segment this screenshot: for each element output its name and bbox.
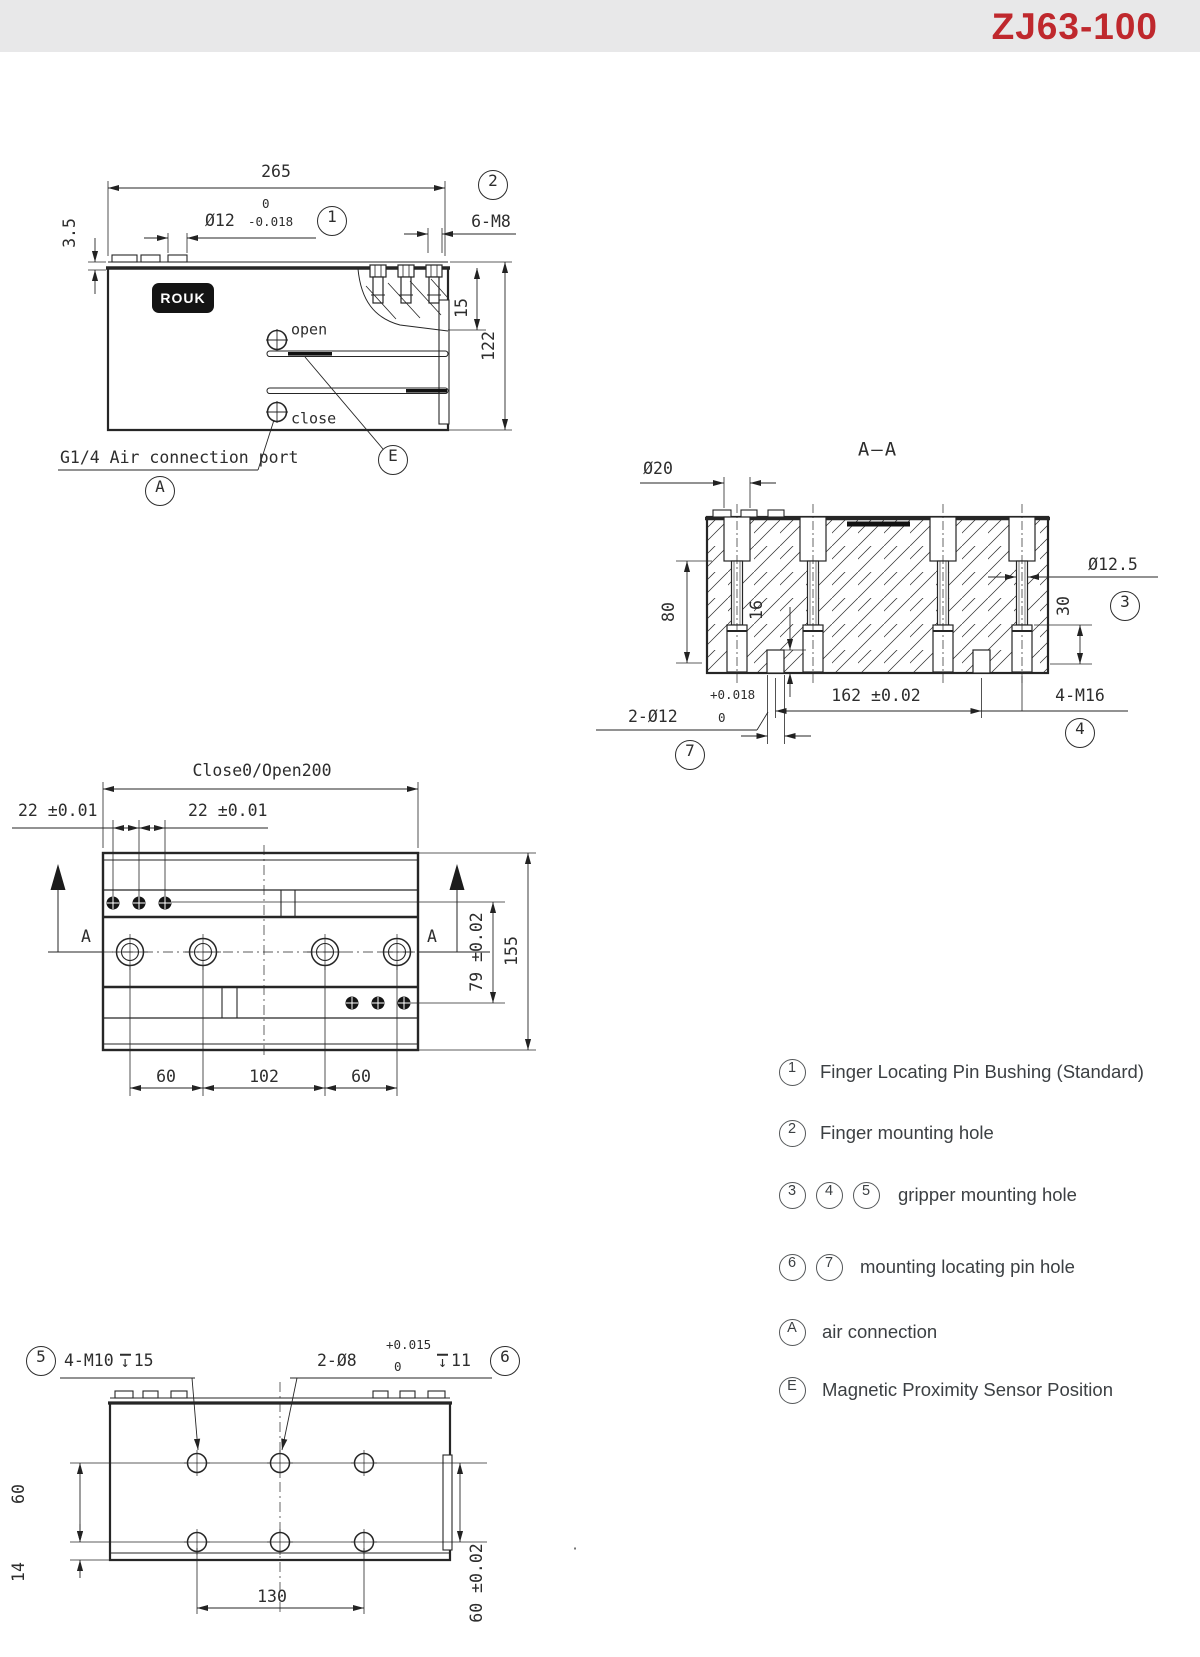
dim-hole-right: 60 bbox=[351, 1066, 371, 1086]
dim-hole-left: 60 bbox=[156, 1066, 176, 1086]
bottom-hole-icons bbox=[184, 1450, 377, 1555]
ref-balloon-3: 3 bbox=[1110, 591, 1140, 621]
finger-hole-icons bbox=[107, 897, 411, 1010]
legend-ref-a: A bbox=[779, 1319, 806, 1346]
model-title: ZJ63-100 bbox=[991, 6, 1158, 47]
dim-finger-pitch-left: 22 ±0.01 bbox=[18, 800, 98, 820]
dim-overall-width: 265 bbox=[261, 161, 291, 181]
dim-body-height: 122 bbox=[478, 331, 498, 361]
ref-balloon-5: 5 bbox=[26, 1346, 56, 1376]
section-label-right: A bbox=[427, 926, 437, 946]
dim-plate-thickness: 3.5 bbox=[59, 218, 79, 248]
bottom-pin-tol-bottom: 0 bbox=[394, 1358, 402, 1374]
dim-bottom-row-pitch: 60 bbox=[8, 1484, 28, 1504]
legend-ref-4: 4 bbox=[816, 1182, 843, 1209]
legend-ref-2: 2 bbox=[779, 1120, 806, 1147]
legend-ref-7: 7 bbox=[816, 1254, 843, 1281]
ref-balloon-7: 7 bbox=[675, 740, 705, 770]
ref-balloon-6: 6 bbox=[490, 1346, 520, 1376]
ref-balloon-2: 2 bbox=[478, 170, 508, 200]
legend-ref-e: E bbox=[779, 1377, 806, 1404]
bushing-tol-top: 0 bbox=[262, 195, 270, 211]
legend-label-3: gripper mounting hole bbox=[898, 1184, 1077, 1205]
ref-balloon-e: E bbox=[378, 445, 408, 475]
dim-bottom-edge-offset: 14 bbox=[8, 1562, 28, 1582]
depth-symbol-icon: ↓ bbox=[120, 1352, 130, 1371]
stray-mark: . bbox=[571, 1538, 579, 1554]
ref-balloon-4: 4 bbox=[1065, 718, 1095, 748]
finger-thread-label: 6-M8 bbox=[471, 211, 511, 231]
legend-label-5: air connection bbox=[822, 1321, 938, 1342]
dim-bottom-row-pitch-tol: 60 ±0.02 bbox=[466, 1543, 486, 1623]
open-port-label: open bbox=[291, 320, 328, 339]
gripper-thread-label: 4-M16 bbox=[1055, 685, 1105, 705]
bottom-thread-label: 4-M10 ↓ 15 bbox=[64, 1350, 154, 1371]
legend-label-2: Finger mounting hole bbox=[820, 1122, 994, 1143]
dim-bottom-hole-span: 130 bbox=[257, 1586, 287, 1606]
dim-pin-depth: 16 bbox=[746, 600, 766, 620]
air-port-label: G1/4 Air connection port bbox=[60, 447, 299, 467]
open-port-icon bbox=[266, 329, 288, 351]
dim-finger-pitch-right: 22 ±0.01 bbox=[188, 800, 268, 820]
legend-label-6: Magnetic Proximity Sensor Position bbox=[822, 1379, 1113, 1400]
section-pin-tol-top: +0.018 bbox=[710, 686, 756, 702]
dim-hole-center: 102 bbox=[249, 1066, 279, 1086]
bottom-pin-label: 2-Ø8 bbox=[317, 1350, 357, 1370]
section-title: A—A bbox=[857, 438, 899, 461]
dim-stroke: Close0/Open200 bbox=[192, 760, 332, 780]
dim-pin-span: 162 ±0.02 bbox=[831, 685, 921, 705]
dim-thread-engagement: 30 bbox=[1053, 596, 1073, 616]
close-port-icon bbox=[266, 401, 288, 423]
brand-logo: ROUK bbox=[152, 283, 214, 313]
legend-ref-5: 5 bbox=[853, 1182, 880, 1209]
section-label-left: A bbox=[81, 926, 91, 946]
close-port-label: close bbox=[291, 409, 337, 428]
bushing-dia-label: Ø12 bbox=[205, 210, 235, 230]
ref-balloon-a: A bbox=[145, 476, 175, 506]
ref-balloon-1: 1 bbox=[317, 206, 347, 236]
bolt-icons bbox=[370, 265, 442, 303]
dim-hole-depth: 80 bbox=[658, 602, 678, 622]
dim-bore-dia: Ø12.5 bbox=[1088, 554, 1138, 574]
dim-counterbore: Ø20 bbox=[643, 458, 673, 478]
section-pin-tol-bottom: 0 bbox=[718, 709, 726, 725]
legend-label-4: mounting locating pin hole bbox=[860, 1256, 1075, 1277]
bottom-pin-depth-label: ↓ 11 bbox=[438, 1350, 471, 1371]
depth-symbol-icon: ↓ bbox=[438, 1352, 448, 1371]
bushing-tol-bottom: -0.018 bbox=[248, 213, 294, 229]
dim-row-pitch: 79 ±0.02 bbox=[466, 912, 486, 992]
bottom-view-linework bbox=[60, 1378, 492, 1614]
legend-ref-3: 3 bbox=[779, 1182, 806, 1209]
legend-ref-6: 6 bbox=[779, 1254, 806, 1281]
section-pin-label: 2-Ø12 bbox=[628, 706, 678, 726]
dim-thread-depth: 15 bbox=[451, 298, 471, 318]
bottom-pin-tol-top: +0.015 bbox=[386, 1336, 432, 1352]
legend-label-1: Finger Locating Pin Bushing (Standard) bbox=[820, 1061, 1144, 1082]
legend-ref-1: 1 bbox=[779, 1059, 806, 1086]
dim-width-total: 155 bbox=[501, 936, 521, 966]
